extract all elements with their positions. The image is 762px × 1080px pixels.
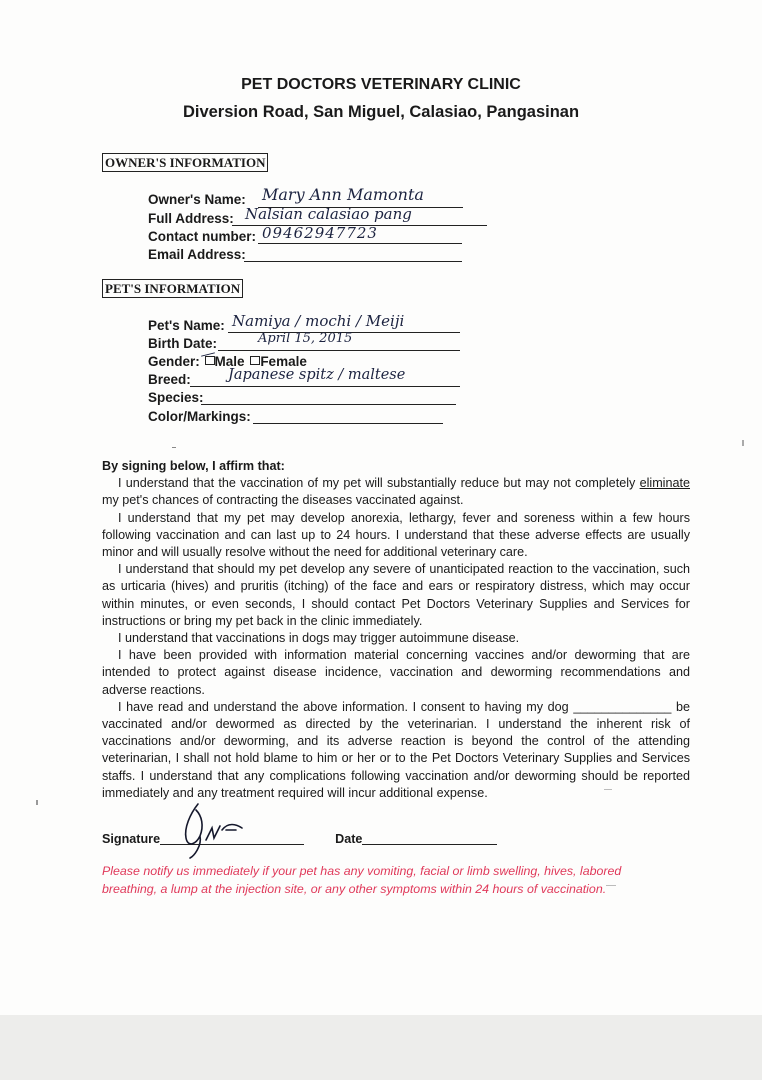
birth-date-value[interactable]: April 15, 2015 bbox=[258, 331, 353, 346]
male-option-label: Male bbox=[214, 354, 245, 369]
consent-paragraph-6 bbox=[102, 699, 690, 802]
contact-number-label: Contact number: bbox=[148, 229, 256, 244]
clinic-address: Diversion Road, San Miguel, Calasiao, Pangasinan bbox=[182, 103, 580, 121]
birth-date-line bbox=[218, 350, 460, 351]
contact-number-value[interactable]: 09462947723 bbox=[262, 224, 378, 242]
female-checkbox[interactable] bbox=[250, 356, 260, 365]
consent-paragraph-5: I have been provided with information material concerning vaccines and/or deworming that are intended to protect against disease incidence, vaccination and deworming recommendations and adverse reactions. bbox=[102, 648, 690, 697]
scan-speck bbox=[742, 440, 744, 446]
consent-paragraph-1 bbox=[102, 475, 690, 509]
email-label: Email Address: bbox=[148, 247, 246, 262]
owner-name-value[interactable]: Mary Ann Mamonta bbox=[262, 185, 424, 204]
pet-name-field bbox=[148, 317, 225, 335]
consent-lead: By signing below, I affirm that: bbox=[102, 459, 285, 473]
breed-label: Breed: bbox=[148, 372, 191, 387]
breed-value[interactable]: Japanese spitz / maltese bbox=[228, 367, 406, 383]
contact-number-field bbox=[148, 228, 256, 246]
consent-paragraph-4: I understand that vaccinations in dogs may trigger autoimmune disease. bbox=[118, 631, 520, 646]
consent-text bbox=[102, 458, 690, 802]
color-markings-label: Color/Markings: bbox=[148, 409, 251, 424]
notice-text: Please notify us immediately if your pet has any vomiting, facial or limb swelling, hives, labored breathing, a lump at the injection site, or any other symptoms within 24 hours of vaccination. bbox=[102, 864, 622, 896]
male-checkbox[interactable] bbox=[205, 356, 215, 365]
scan-speck bbox=[36, 800, 38, 805]
full-address-value[interactable]: Nalsian calasiao pang bbox=[245, 205, 412, 223]
breed-line bbox=[190, 386, 460, 387]
checkmark-icon bbox=[201, 352, 215, 356]
scan-speck bbox=[606, 885, 616, 886]
date-line[interactable] bbox=[362, 844, 497, 845]
species-label: Species: bbox=[148, 390, 204, 405]
owner-name-field bbox=[148, 191, 246, 209]
consent-p6-text-end: be vaccinated and/or dewormed as directed by the veterinarian. I understand the inherent risk of vaccinations and/or deworming, and its adverse reaction is beyond the control of the attending veterinarian, I shall not hold blame to him or her or to the Pet Doctors Veterinary Supplies and Services staffs. I understand that any complications following vaccination and/or deworming should be reported immediately and any treatment required will incur additional expense. bbox=[102, 699, 691, 800]
email-line bbox=[244, 261, 462, 262]
signature-label: Signature bbox=[102, 832, 161, 846]
signature-row bbox=[102, 832, 497, 846]
scan-speck bbox=[172, 447, 176, 448]
contact-number-line bbox=[258, 243, 462, 244]
email-field bbox=[148, 246, 246, 264]
species-line bbox=[201, 404, 456, 405]
consent-p6-text: I have read and understand the above information. I consent to having my dog bbox=[118, 699, 569, 714]
birth-date-field bbox=[148, 335, 217, 353]
scan-margin bbox=[0, 1015, 762, 1080]
dog-name-blank[interactable]: ______________ bbox=[573, 699, 672, 714]
scan-speck bbox=[604, 789, 612, 790]
handwritten-signature bbox=[176, 800, 266, 860]
female-option-label: Female bbox=[260, 354, 307, 369]
pet-name-value[interactable]: Namiya / mochi / Meiji bbox=[232, 312, 405, 330]
breed-field bbox=[148, 371, 191, 389]
consent-paragraph-3: I understand that should my pet develop any severe of unanticipated reaction to the vaccination, such as urticaria (hives) and pruritis (itching) of the face and ears or respiratory distress, which may occur within minutes, or even seconds, I should contact Pet Doctors Veterinary Supplies and Services for instructions or bring my pet back in the clinic immediately. bbox=[102, 562, 690, 628]
date-label: Date bbox=[335, 832, 363, 846]
pet-name-label: Pet's Name: bbox=[148, 318, 225, 333]
consent-paragraph-2: I understand that my pet may develop anorexia, lethargy, fever and soreness within a few hours following vaccination and can last up to 24 hours. I understand that these adverse effects are usually minor and will usually resolve without the need for additional veterinary care. bbox=[102, 510, 690, 560]
pet-section-title: PET'S INFORMATION bbox=[102, 279, 243, 298]
clinic-name: PET DOCTORS VETERINARY CLINIC bbox=[241, 76, 521, 93]
consent-p1-text: I understand that the vaccination of my pet will substantially reduce but may not completely bbox=[118, 476, 640, 491]
consent-p1-text-end: my pet's chances of contracting the diseases vaccinated against. bbox=[102, 493, 464, 508]
full-address-field bbox=[148, 210, 234, 228]
full-address-label: Full Address: bbox=[148, 211, 234, 226]
owner-name-label: Owner's Name: bbox=[148, 192, 246, 207]
color-markings-line bbox=[253, 423, 443, 424]
gender-label: Gender: bbox=[148, 354, 200, 369]
birth-date-label: Birth Date: bbox=[148, 336, 218, 351]
owner-section-title: OWNER'S INFORMATION bbox=[102, 153, 268, 172]
consent-p1-underlined: eliminate bbox=[639, 476, 690, 491]
color-markings-field bbox=[148, 408, 251, 426]
species-field bbox=[148, 389, 204, 407]
